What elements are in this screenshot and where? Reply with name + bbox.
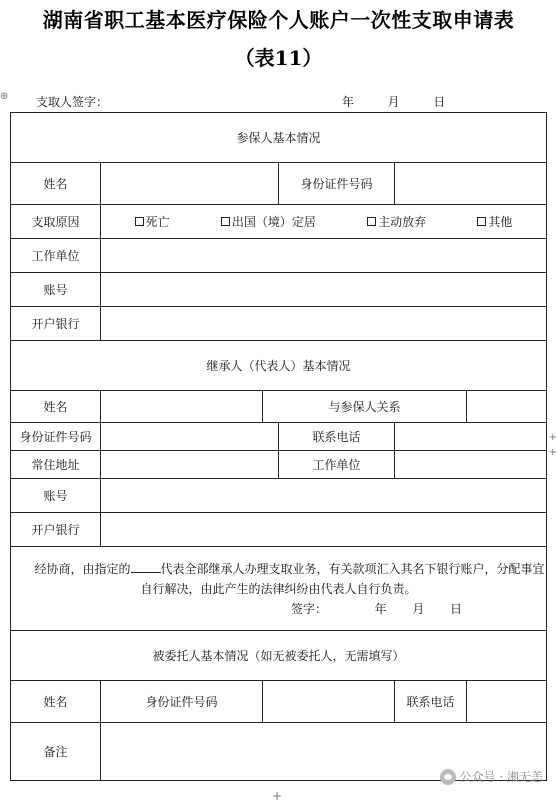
heir-bank-label: 开户银行 (11, 513, 101, 547)
trustee-row (11, 681, 547, 723)
heir-section-row (11, 341, 547, 391)
checkbox-icon[interactable] (367, 217, 376, 226)
trustee-phone-label: 联系电话 (395, 681, 467, 723)
heir-employer-field[interactable] (395, 451, 547, 479)
add-row-icon[interactable]: + (272, 789, 283, 803)
insured-bank-field[interactable] (101, 307, 547, 341)
insured-name-label: 姓名 (11, 163, 101, 205)
trustee-phone-field[interactable] (467, 681, 547, 723)
application-form-table (10, 112, 547, 781)
insured-section-row (11, 113, 547, 163)
wechat-icon (440, 769, 456, 785)
trustee-section-row (11, 631, 547, 681)
add-column-icon-2[interactable]: + (548, 447, 557, 458)
heir-relation-label: 与参保人关系 (263, 391, 467, 423)
date-day: 日 (433, 95, 446, 109)
agreement-cell (11, 547, 547, 631)
heir-account-row (11, 479, 547, 513)
remark-label: 备注 (11, 723, 101, 781)
insured-employer-field[interactable] (101, 239, 547, 273)
insured-id-field[interactable] (395, 163, 547, 205)
heir-address-field[interactable] (101, 451, 279, 479)
watermark (440, 768, 543, 785)
heir-id-row (11, 423, 547, 451)
heir-id-field[interactable] (101, 423, 279, 451)
reason-other-option[interactable] (477, 213, 512, 230)
reason-abroad-option[interactable] (221, 213, 316, 230)
heir-account-label: 账号 (11, 479, 101, 513)
reason-options (101, 205, 547, 239)
agreement-text (11, 559, 546, 599)
trustee-id-field[interactable] (263, 681, 395, 723)
insured-name-field[interactable] (101, 163, 279, 205)
reason-waive-label: 主动放弃 (378, 215, 427, 229)
insured-account-label: 账号 (11, 273, 101, 307)
heir-relation-field[interactable] (467, 391, 547, 423)
table-move-handle-icon[interactable]: ⊕ (0, 91, 9, 102)
insured-id-label: 身份证件号码 (279, 163, 395, 205)
insured-section-header: 参保人基本情况 (11, 113, 547, 163)
form-subtitle: （表11） (234, 46, 323, 70)
agreement-signature-row (11, 599, 546, 619)
heir-name-label: 姓名 (11, 391, 101, 423)
agreement-sign-label: 签字： (291, 601, 328, 616)
agreement-month: 月 (412, 601, 425, 616)
trustee-id-label: 身份证件号码 (101, 681, 263, 723)
checkbox-icon[interactable] (221, 217, 230, 226)
heir-account-field[interactable] (101, 479, 547, 513)
watermark-text: 公众号 · 湘无恙 (459, 770, 543, 784)
date-month: 月 (387, 95, 400, 109)
agreement-text-after: 代表全部继承人办理支取业务，有关款项汇入其名下银行账户，分配事宜自行解决，由此产生的法律纠纷由代表人自行负责。 (140, 561, 545, 596)
heir-name-row (11, 391, 547, 423)
applicant-signature-label: 支取人签字： (36, 95, 109, 109)
heir-id-label: 身份证件号码 (11, 423, 101, 451)
reason-label: 支取原因 (11, 205, 101, 239)
date-year: 年 (342, 95, 355, 109)
heir-employer-label: 工作单位 (279, 451, 395, 479)
agreement-text-before: 经协商，由指定的 (34, 561, 131, 576)
insured-bank-row (11, 307, 547, 341)
trustee-name-label: 姓名 (11, 681, 101, 723)
heir-name-field[interactable] (101, 391, 263, 423)
checkbox-icon[interactable] (135, 217, 144, 226)
heir-bank-field[interactable] (101, 513, 547, 547)
insured-name-row (11, 163, 547, 205)
insured-account-row (11, 273, 547, 307)
heir-phone-label: 联系电话 (279, 423, 395, 451)
heir-address-label: 常住地址 (11, 451, 101, 479)
reason-death-label: 死亡 (145, 215, 170, 229)
trustee-section-header: 被委托人基本情况（如无被委托人，无需填写） (11, 631, 547, 681)
heir-section-header: 继承人（代表人）基本情况 (11, 341, 547, 391)
applicant-signature-date (342, 93, 445, 110)
reason-death-option[interactable] (135, 213, 170, 230)
insured-employer-label: 工作单位 (11, 239, 101, 273)
reason-waive-option[interactable] (367, 213, 426, 230)
add-column-icon[interactable]: + (548, 432, 557, 443)
reason-row (11, 205, 547, 239)
agreement-day: 日 (450, 601, 463, 616)
insured-employer-row (11, 239, 547, 273)
designee-blank[interactable] (131, 560, 161, 573)
heir-phone-field[interactable] (395, 423, 547, 451)
agreement-year: 年 (374, 601, 387, 616)
heir-bank-row (11, 513, 547, 547)
insured-bank-label: 开户银行 (11, 307, 101, 341)
reason-other-label: 其他 (488, 215, 513, 229)
heir-address-row (11, 451, 547, 479)
form-title: 湖南省职工基本医疗保险个人账户一次性支取申请表 (42, 8, 515, 32)
agreement-row (11, 547, 547, 631)
insured-account-field[interactable] (101, 273, 547, 307)
checkbox-icon[interactable] (477, 217, 486, 226)
reason-abroad-label: 出国（境）定居 (231, 215, 316, 229)
